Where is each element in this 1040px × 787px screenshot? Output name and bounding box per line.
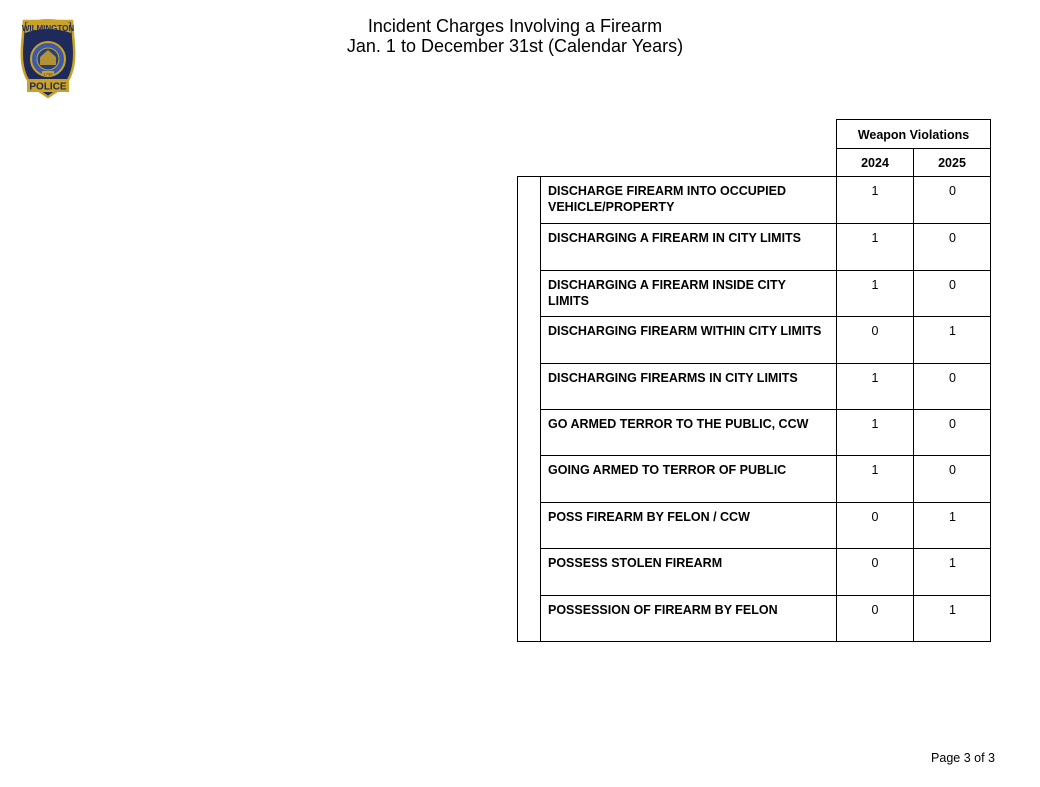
table-row (518, 270, 990, 316)
count-2025: 0 (914, 455, 991, 501)
badge-bottom-text: POLICE (29, 81, 67, 93)
report-subtitle: Jan. 1 to December 31st (Calendar Years) (346, 36, 684, 56)
row-gutter (518, 223, 541, 269)
charge-name: GOING ARMED TO TERROR OF PUBLIC (541, 455, 837, 501)
year-header-2024: 2024 (836, 148, 914, 177)
charge-name: DISCHARGING FIREARMS IN CITY LIMITS (541, 363, 837, 409)
row-gutter (518, 177, 541, 223)
page-number: Page 3 of 3 (931, 751, 995, 765)
report-header (300, 16, 730, 56)
count-2024: 1 (837, 177, 914, 223)
count-2024: 0 (837, 595, 914, 641)
row-gutter (518, 595, 541, 641)
count-2024: 1 (837, 223, 914, 269)
table-row (518, 409, 990, 455)
badge-year-text: 1739 (43, 71, 53, 77)
table-row (518, 316, 990, 362)
badge-top-text: WILMINGTON (21, 24, 75, 33)
count-2025: 0 (914, 270, 991, 316)
count-2025: 1 (914, 595, 991, 641)
count-2024: 1 (837, 270, 914, 316)
count-2025: 0 (914, 363, 991, 409)
row-gutter (518, 316, 541, 362)
charge-name: DISCHARGE FIREARM INTO OCCUPIED VEHICLE/PROPERTY (541, 177, 837, 223)
row-gutter (518, 363, 541, 409)
table-row (518, 363, 990, 409)
count-2025: 1 (914, 502, 991, 548)
count-2025: 0 (914, 409, 991, 455)
count-2024: 1 (837, 363, 914, 409)
group-header-weapon-violations: Weapon Violations (836, 119, 991, 149)
table-row (518, 455, 990, 501)
charge-name: POSS FIREARM BY FELON / CCW (541, 502, 837, 548)
table-row (518, 502, 990, 548)
charge-name: GO ARMED TERROR TO THE PUBLIC, CCW (541, 409, 837, 455)
row-gutter (518, 270, 541, 316)
count-2024: 0 (837, 548, 914, 594)
charge-name: POSSESS STOLEN FIREARM (541, 548, 837, 594)
row-gutter (518, 502, 541, 548)
count-2025: 1 (914, 548, 991, 594)
charge-name: POSSESSION OF FIREARM BY FELON (541, 595, 837, 641)
table-row (518, 548, 990, 594)
charge-name: DISCHARGING A FIREARM INSIDE CITY LIMITS (541, 270, 837, 316)
police-badge-logo (20, 17, 76, 99)
table-row (518, 177, 990, 223)
count-2024: 1 (837, 409, 914, 455)
count-2024: 0 (837, 316, 914, 362)
count-2025: 1 (914, 316, 991, 362)
count-2025: 0 (949, 184, 956, 198)
charge-name: DISCHARGING A FIREARM IN CITY LIMITS (541, 223, 837, 269)
charges-table (517, 176, 991, 642)
charge-name: DISCHARGING FIREARM WITHIN CITY LIMITS (541, 316, 837, 362)
row-gutter (518, 409, 541, 455)
year-header-2025: 2025 (913, 148, 991, 177)
row-gutter (518, 548, 541, 594)
table-row (518, 223, 990, 269)
report-title: Incident Charges Involving a Firearm (367, 16, 663, 36)
count-2024: 1 (837, 455, 914, 501)
count-2025: 0 (914, 223, 991, 269)
table-row (518, 595, 990, 641)
count-2024: 0 (837, 502, 914, 548)
row-gutter (518, 455, 541, 501)
